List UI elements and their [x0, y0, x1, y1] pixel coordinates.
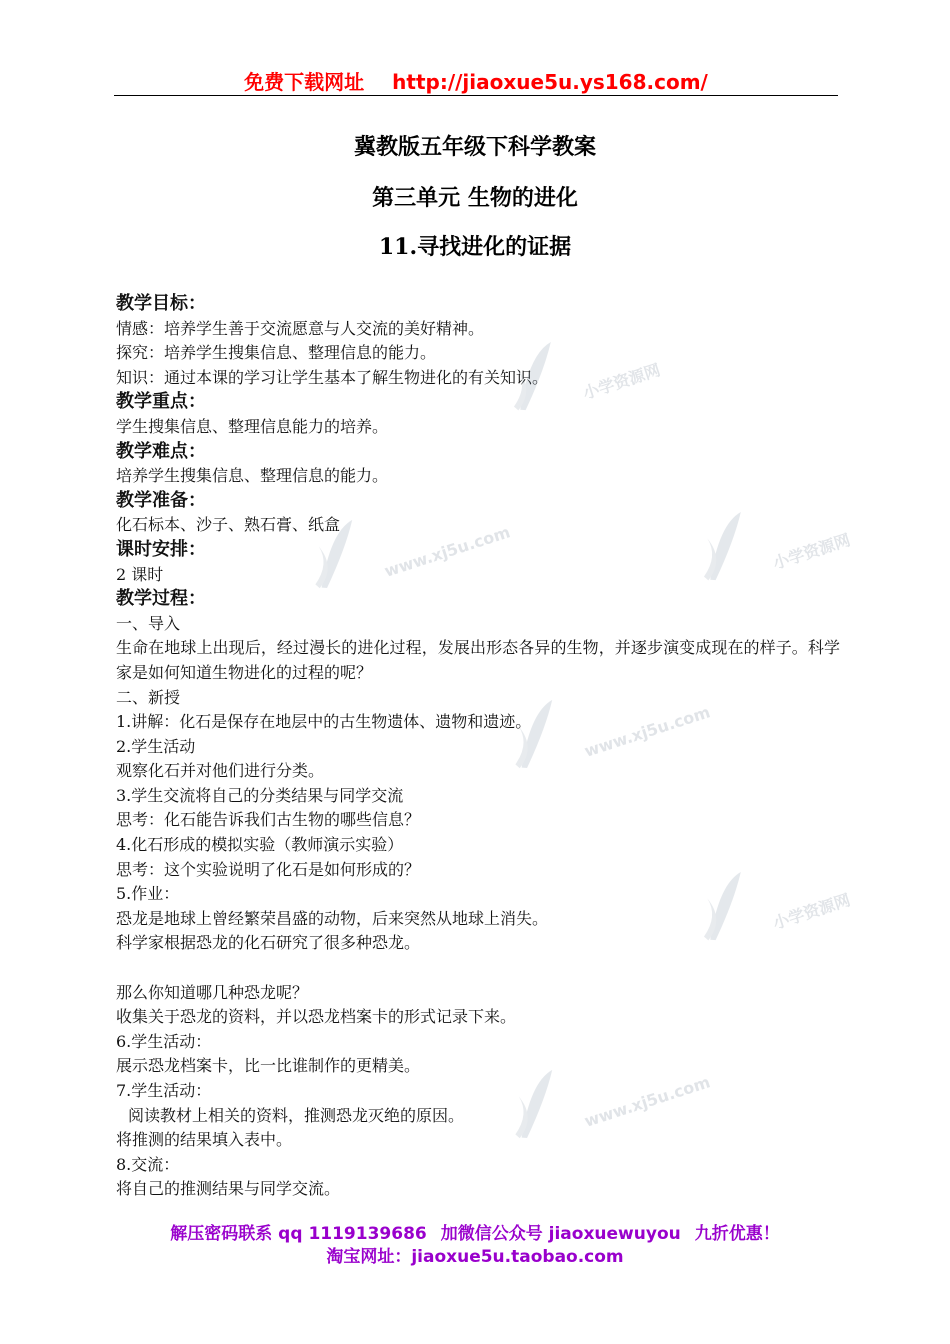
body-line: 探究：培养学生搜集信息、整理信息的能力。: [116, 343, 437, 363]
body-line: 2.学生活动: [116, 736, 196, 756]
doc-title: 冀教版五年级下科学教案: [353, 134, 596, 160]
footer-qq: 解压密码联系 qq 1119139686: [170, 1224, 427, 1244]
header-label: 免费下载网址: [244, 70, 365, 94]
body-line: 化石标本、沙子、熟石膏、纸盒: [116, 515, 341, 535]
body-line: 6.学生活动：: [116, 1031, 212, 1051]
body-line: 收集关于恐龙的资料，并以恐龙档案卡的形式记录下来。: [116, 1007, 517, 1027]
body-line: 3.学生交流将自己的分类结果与同学交流: [116, 785, 404, 805]
body-line: 观察化石并对他们进行分类。: [116, 761, 325, 781]
body-line: 思考：这个实验说明了化石是如何形成的？: [116, 859, 421, 879]
watermark-text: www.xj5u.com: [582, 702, 713, 761]
watermark-text: 小学资源网: [770, 530, 853, 573]
blank-line: [116, 956, 840, 981]
section-heading: 课时安排：: [116, 538, 206, 560]
watermark-text: www.xj5u.com: [582, 1072, 713, 1131]
footer-contact: [0, 1219, 950, 1244]
body-line: 科学家根据恐龙的化石研究了很多种恐龙。: [116, 933, 421, 953]
body-line: 4.化石形成的模拟实验（教师演示实验）: [116, 835, 404, 855]
footer-wechat: 加微信公众号 jiaoxuewuyou: [440, 1224, 681, 1244]
body-line: 二、新授: [116, 687, 181, 707]
footer-taobao[interactable]: 淘宝网址：jiaoxue5u.taobao.com: [326, 1247, 624, 1267]
watermark-text: 小学资源网: [770, 890, 853, 933]
section-heading: 教学目标：: [116, 293, 206, 314]
body-line: 情感：培养学生善于交流愿意与人交流的美好精神。: [116, 318, 485, 338]
body-line: 阅读教材上相关的资料，推测恐龙灭绝的原因。: [128, 1105, 465, 1125]
body-line: 将推测的结果填入表中。: [116, 1130, 293, 1150]
body-line: 8.交流：: [116, 1154, 180, 1174]
body-line: 展示恐龙档案卡，比一比谁制作的更精美。: [116, 1056, 421, 1076]
header-url-link[interactable]: http://jiaoxue5u.ys168.com/: [392, 70, 708, 94]
body-line: 将自己的推测结果与同学交流。: [116, 1179, 341, 1199]
section-heading: 教学重点：: [116, 391, 206, 413]
body-line: 培养学生搜集信息、整理信息的能力。: [116, 466, 389, 486]
body-line: 知识：通过本课的学习让学生基本了解生物进化的有关知识。: [116, 367, 549, 387]
section-heading: 教学过程：: [116, 588, 206, 610]
unit-title: 第三单元 生物的进化: [372, 185, 578, 211]
body-line: 1.讲解：化石是保存在地层中的古生物遗体、遗物和遗迹。: [116, 712, 532, 732]
body-line: 学生搜集信息、整理信息能力的培养。: [116, 416, 389, 436]
lesson-title: 11.寻找进化的证据: [378, 234, 572, 260]
footer-discount: 九折优惠！: [694, 1224, 780, 1244]
body-line: 一、导入: [116, 613, 181, 633]
body-line: 思考：化石能告诉我们古生物的哪些信息？: [116, 810, 421, 830]
section-heading: 教学难点：: [116, 440, 206, 462]
body-line: 5.作业：: [116, 884, 180, 904]
section-heading: 教学准备：: [116, 489, 206, 511]
body-line: 那么你知道哪几种恐龙呢？: [116, 982, 309, 1002]
watermark-text: 小学资源网: [580, 360, 663, 403]
body-paragraph: 生命在地球上出现后，经过漫长的进化过程，发展出形态各异的生物，并逐步演变成现在的样子。科学家是如何知道生物进化的过程的呢？: [116, 638, 840, 682]
lesson-body: [116, 292, 840, 1202]
body-line: 恐龙是地球上曾经繁荣昌盛的动物，后来突然从地球上消失。: [116, 908, 549, 928]
watermark-text: www.xj5u.com: [382, 522, 513, 581]
page-header: [114, 66, 838, 96]
body-line: 7.学生活动：: [116, 1081, 212, 1100]
body-line: 2 课时: [116, 564, 164, 584]
